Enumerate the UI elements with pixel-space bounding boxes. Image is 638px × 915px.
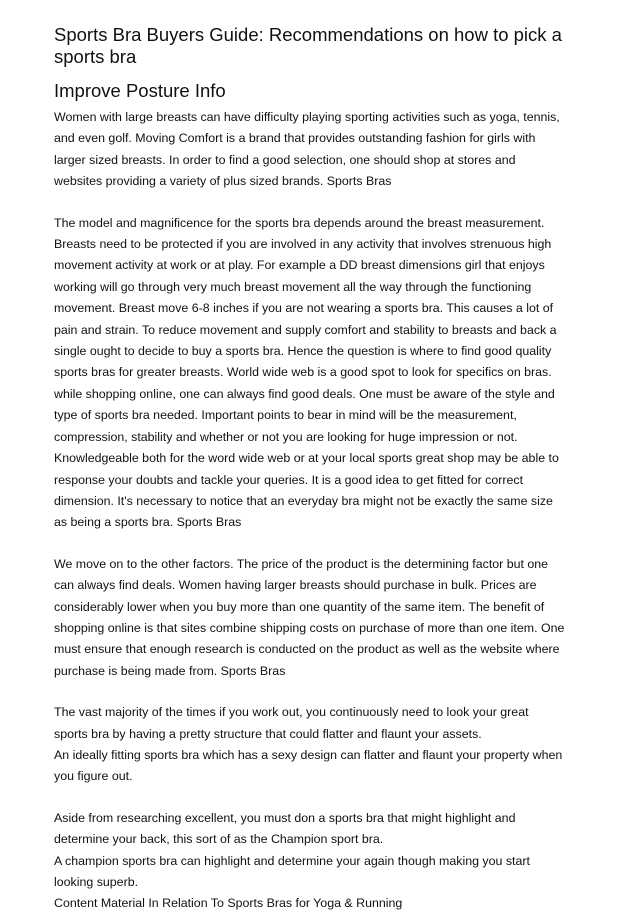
paragraph-style-and-size: The model and magnificence for the sports bra depends around the breast measurement. Breasts need to be protected if you are involved in any activity that involves strenuous high movement activity at work or at play. For example a DD breast dimensions girl that enjoys working will go through very much breast movement all the way through the functioning movement. Breast move 6-8 inches if you are not wearing a sports bra. This causes a lot of pain and strain. To reduce movement and supply comfort and stability to breasts and back a single ought to decide to buy a sports bra. Hence the question is where to find good quality sports bras for greater breasts. World wide web is a good spot to look for specifics on bras. while shopping online, one can always find good deals. One must be aware of the style and type of sports bra needed. Important points to bear in mind will be the measurement, compression, stability and whether or not you are looking for huge impression or not. Knowledgeable both for the word wide web or at your local sports great shop may be able to response your doubts and tackle your queries. It is a good idea to get fitted for correct dimension. It's necessary to notice that an everyday bra might not be exactly the same size as being a sports bra. Sports Bras (54, 215, 559, 530)
paragraph-champion: Aside from researching excellent, you must don a sports bra that might highlight and determine your back, this sort of as the Champion sport bra. A champion sports bra can highlight and determine your again though making you start looking superb. Content Material In Relation To Sports Bras for Yoga & Running (54, 810, 530, 911)
paragraph-appearance: The vast majority of the times if you work out, you continuously need to look your great sports bra by having a pretty structure that could flatter and flaunt your assets. An ideally fitting sports bra which has a sexy design can flatter and flaunt your property when you figure out. (54, 705, 563, 784)
section-heading: Improve Posture Info (54, 80, 226, 101)
paragraph-intro: Women with large breasts can have difficulty playing sporting activities such as yoga, tennis, and even golf. Moving Comfort is a brand that provides outstanding fashion for girls with larger sized breasts. In order to find a good selection, one should shop at stores and websites providing a variety of plus sized brands. Sports Bras (54, 110, 560, 189)
page-title: Sports Bra Buyers Guide: Recommendations on how to pick a sports bra (54, 24, 562, 67)
document-page (54, 24, 590, 915)
paragraph-price: We move on to the other factors. The price of the product is the determining factor but one can always find deals. Women having larger breasts should purchase in bulk. Prices are considerably lower when you buy more than one quantity of the same item. The benefit of shopping online is that sites combine shipping costs on purchase of more than one item. One must ensure that enough research is conducted on the product as well as the website where purchase is being made from. Sports Bras (54, 556, 565, 678)
